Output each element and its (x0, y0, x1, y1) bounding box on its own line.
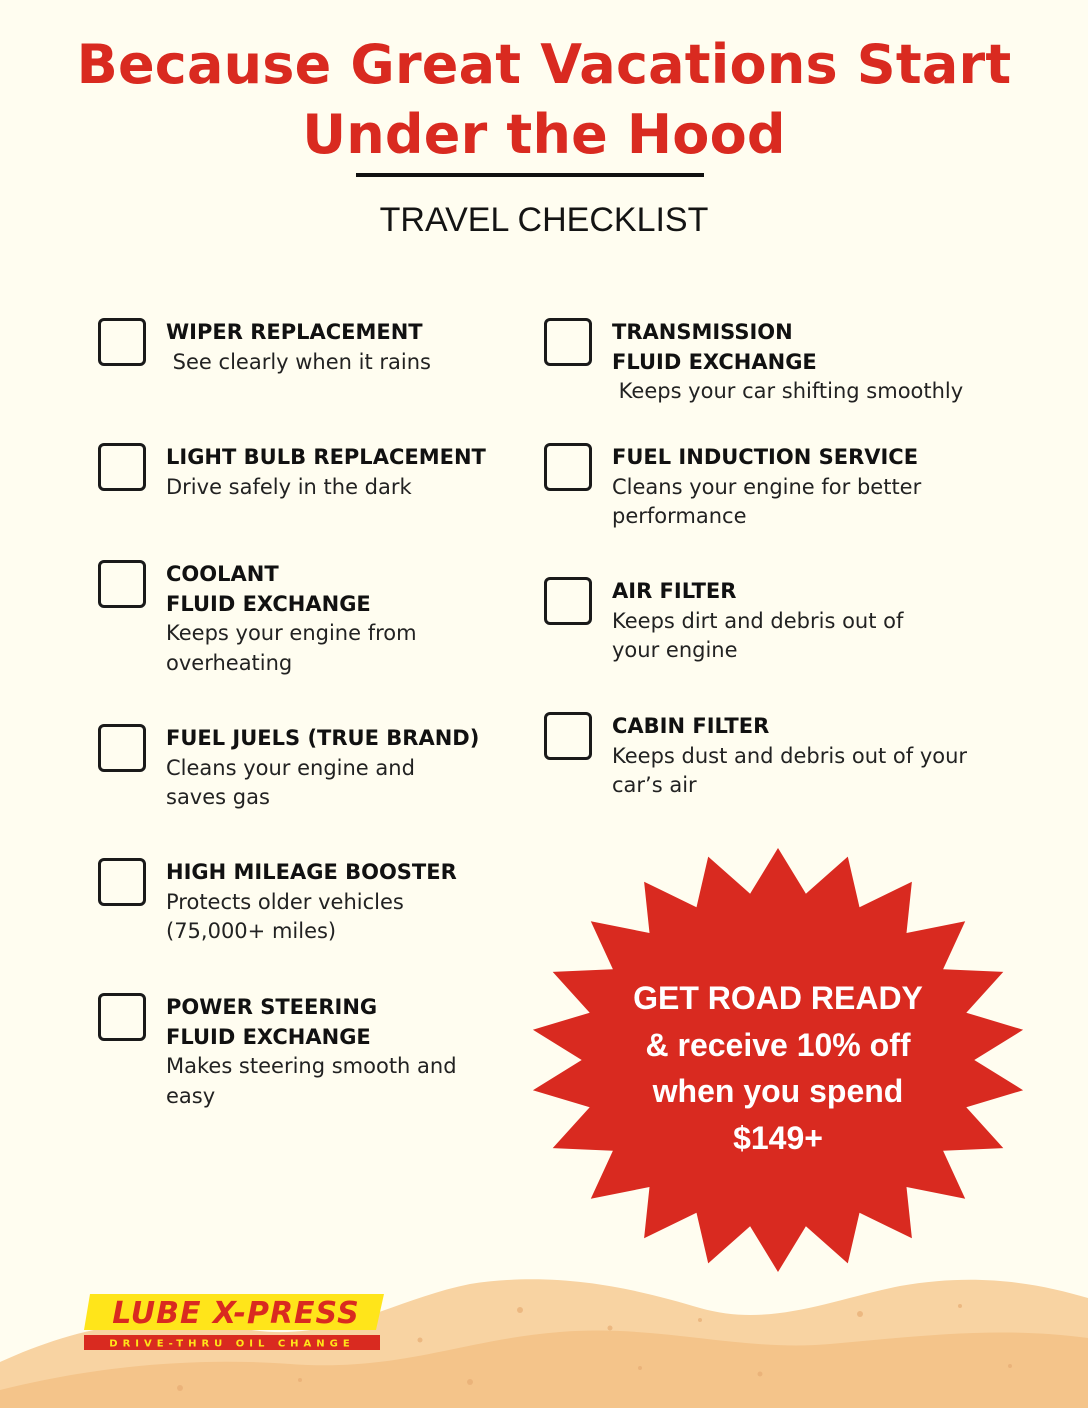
logo-wordmark: LUBE X-PRESS (112, 1296, 360, 1331)
item-description: (75,000+ miles) (166, 919, 337, 943)
item-title: CABIN FILTER (612, 714, 770, 738)
logo-tagline: DRIVE-THRU OIL CHANGE (109, 1338, 355, 1350)
title-divider (356, 173, 704, 177)
item-description: Keeps dirt and debris out of (612, 608, 904, 633)
item-description: Cleans your engine and (166, 755, 415, 780)
item-title: TRANSMISSION (612, 320, 793, 344)
headline (0, 30, 1088, 170)
item-description: Makes steering smooth and (166, 1054, 457, 1078)
lube-xpress-logo (84, 1290, 384, 1352)
promo-line: GET ROAD READY (633, 980, 923, 1016)
item-title: HIGH MILEAGE BOOSTER (166, 860, 457, 884)
item-title: FUEL INDUCTION SERVICE (612, 445, 919, 469)
item-description: Keeps dust and debris out of your (612, 743, 968, 768)
checkbox[interactable] (544, 443, 592, 491)
checkbox[interactable] (98, 560, 146, 608)
checkbox[interactable] (98, 993, 146, 1041)
item-description: Keeps your car shifting smoothly (612, 379, 964, 403)
item-description: overheating (166, 650, 293, 675)
item-title: AIR FILTER (612, 579, 737, 603)
checkbox[interactable] (98, 318, 146, 366)
item-description: easy (166, 1083, 216, 1108)
item-description: saves gas (166, 785, 270, 809)
item-description: car’s air (612, 773, 697, 797)
checkbox[interactable] (544, 318, 592, 366)
item-title: COOLANT (166, 562, 279, 586)
promo-line: $149+ (733, 1119, 823, 1156)
subtitle: TRAVEL CHECKLIST (379, 201, 709, 239)
promo-line: & receive 10% off (645, 1026, 911, 1063)
item-description: See clearly when it rains (166, 349, 431, 374)
item-description: your engine (612, 638, 738, 662)
checkbox[interactable] (98, 858, 146, 906)
item-title: FLUID EXCHANGE (612, 349, 817, 374)
checkbox[interactable] (544, 712, 592, 760)
checkbox[interactable] (98, 443, 146, 491)
item-title: FLUID EXCHANGE (166, 1024, 371, 1049)
item-description: Keeps your engine from (166, 621, 417, 645)
item-title: POWER STEERING (166, 995, 378, 1019)
headline-line-1: Because Great Vacations Start (76, 33, 1012, 96)
item-title: FLUID EXCHANGE (166, 591, 371, 616)
checkbox[interactable] (544, 577, 592, 625)
item-title: LIGHT BULB REPLACEMENT (166, 445, 486, 469)
checkbox[interactable] (98, 724, 146, 772)
headline-line-2: Under the Hood (302, 103, 786, 166)
promo-text (578, 975, 978, 1161)
promo-line: when you spend (652, 1073, 904, 1109)
item-description: Protects older vehicles (166, 889, 404, 914)
item-description: Cleans your engine for better (612, 474, 922, 499)
item-description: Drive safely in the dark (166, 474, 412, 499)
item-description: performance (612, 504, 747, 528)
item-title: WIPER REPLACEMENT (166, 320, 423, 344)
item-title: FUEL JUELS (TRUE BRAND) (166, 726, 480, 750)
